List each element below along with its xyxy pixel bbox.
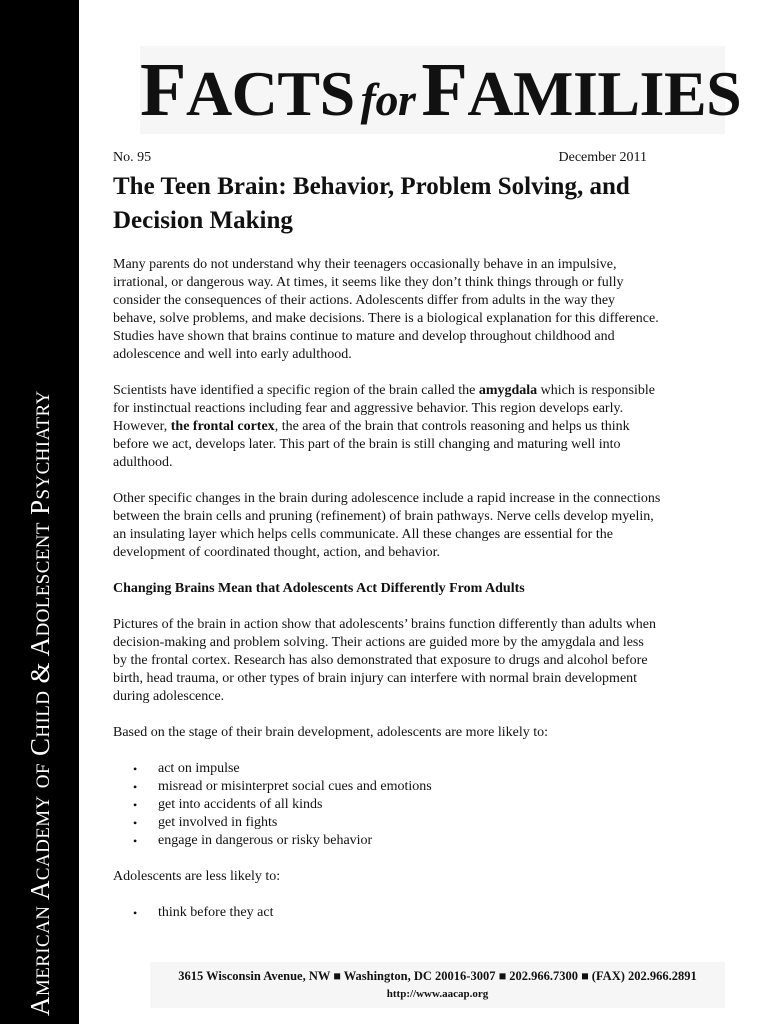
- bullet-icon: •: [133, 906, 138, 920]
- list-item-text: act on impulse: [158, 761, 240, 776]
- masthead-title-for: for: [360, 74, 416, 125]
- list-item-text: get into accidents of all kinds: [158, 797, 323, 812]
- footer-url[interactable]: http://www.aacap.org: [386, 988, 489, 1000]
- paragraph-more-likely-intro: Based on the stage of their brain development, adolescents are more likely to:: [113, 725, 549, 740]
- bullet-icon: •: [133, 816, 138, 830]
- list-item-text: get involved in fights: [158, 815, 278, 830]
- paragraph-amygdala-text-e: , the area of the brain that controls reasoning and helps us think before we act, develops later. This part of the brain is still changing and maturing well into adulthood.: [113, 419, 630, 470]
- document-body: [113, 256, 661, 940]
- masthead-title-f2: F: [421, 48, 468, 132]
- masthead-title: [140, 48, 742, 140]
- masthead-title-acts: ACTS: [185, 58, 355, 129]
- bullet-icon: •: [133, 780, 138, 794]
- paragraph-intro: Many parents do not understand why their teenagers occasionally behave in an impulsive, irrational, or dangerous way. At times, it seems like they don’t think things through or fully consider the consequences of their actions. Adolescents differ from adults in the way they behave, solve problems, and make decisions. There is a biological explanation for this difference. Studies have shown that brains continue to mature and develop throughout childhood and adolescence and well into early adulthood.: [113, 257, 659, 362]
- section-heading: Changing Brains Mean that Adolescents Act Differently From Adults: [113, 581, 525, 596]
- paragraph-brain-changes: Other specific changes in the brain during adolescence include a rapid increase in the connections between the brain cells and pruning (refinement) of brain pathways. Nerve cells develop myelin, an insulating layer which helps cells communicate. All these changes are essential for the development of coordinated thought, action, and behavior.: [113, 491, 661, 560]
- masthead-title-amilies: AMILIES: [467, 58, 742, 129]
- footer: [150, 962, 725, 1008]
- list-item: [113, 778, 661, 796]
- list-item: [113, 760, 661, 778]
- more-likely-list: [113, 760, 661, 850]
- issue-number: No. 95: [113, 150, 152, 165]
- paragraph-amygdala-text-a: Scientists have identified a specific region of the brain called the: [113, 383, 479, 398]
- org-sidebar: [0, 0, 79, 1024]
- term-frontal-cortex: the frontal cortex: [170, 419, 275, 434]
- list-item: [113, 796, 661, 814]
- masthead: [140, 46, 742, 134]
- bullet-icon: •: [133, 798, 138, 812]
- less-likely-list: [113, 904, 661, 922]
- list-item-text: think before they act: [158, 905, 274, 920]
- masthead-title-f: F: [140, 48, 186, 132]
- list-item-text: engage in dangerous or risky behavior: [158, 833, 373, 848]
- org-name: American Academy of Child & Adolescent Psychiatry: [25, 390, 55, 1016]
- list-item: [113, 814, 661, 832]
- list-item: [113, 832, 661, 850]
- list-item-text: misread or misinterpret social cues and emotions: [158, 779, 432, 794]
- paragraph-amygdala: [113, 382, 661, 472]
- paragraph-brain-pictures: Pictures of the brain in action show that adolescents’ brains function differently than adults when decision-making and problem solving. Their actions are guided more by the amygdala and less by the frontal cortex. Research has also demonstrated that exposure to drugs and alcohol before birth, head trauma, or other types of brain injury can interfere with normal brain development during adolescence.: [113, 617, 657, 704]
- term-amygdala: amygdala: [478, 383, 538, 398]
- paragraph-amygdala-text-c: which is responsible for instinctual reactions including fear and aggressive behavior. This region develops early. However,: [113, 383, 655, 434]
- bullet-icon: •: [133, 834, 138, 848]
- list-item: [113, 904, 661, 922]
- document-title: The Teen Brain: Behavior, Problem Solving, and Decision Making: [113, 173, 630, 234]
- issue-date: December 2011: [558, 150, 647, 165]
- footer-address: 3615 Wisconsin Avenue, NW ■ Washington, DC 20016-3007 ■ 202.966.7300 ■ (FAX) 202.966.2891: [178, 969, 697, 983]
- paragraph-less-likely-intro: Adolescents are less likely to:: [113, 869, 281, 884]
- bullet-icon: •: [133, 762, 138, 776]
